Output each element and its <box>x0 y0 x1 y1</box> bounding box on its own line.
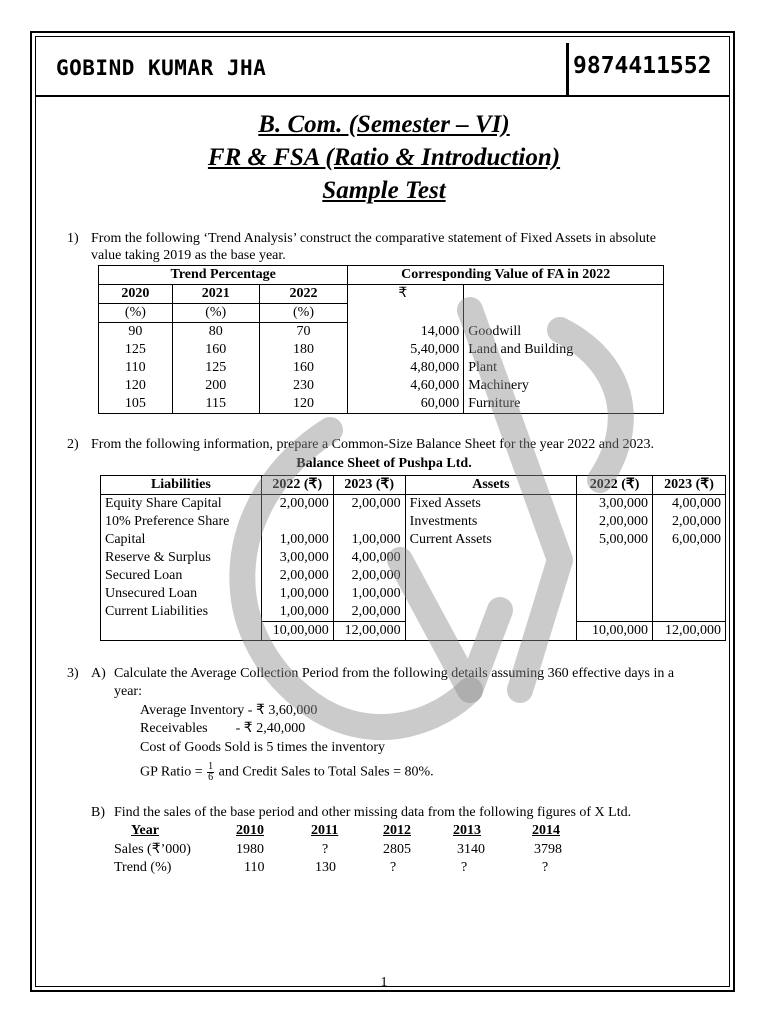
cell: 3,00,000 <box>577 495 653 514</box>
table-row <box>99 395 664 414</box>
trend-value: 110 <box>244 860 265 875</box>
cell: 125 <box>172 359 259 377</box>
cell <box>577 603 653 622</box>
cell <box>101 622 262 641</box>
table-row <box>101 585 726 603</box>
receivables: Receivables - ₹ 2,40,000 <box>140 721 306 736</box>
cell <box>405 567 576 585</box>
cell: 2,00,000 <box>261 495 333 514</box>
cell: 120 <box>259 395 348 414</box>
fraction-numerator: 1 <box>208 761 214 772</box>
cell: 200 <box>172 377 259 395</box>
cell: 4,00,000 <box>653 495 726 514</box>
trend-value: ? <box>461 860 468 875</box>
totals-row <box>101 622 726 641</box>
title-subject: FR & FSA (Ratio & Introduction) <box>207 144 561 171</box>
cell: Current Liabilities <box>101 603 262 622</box>
cell: 14,000 <box>348 323 464 342</box>
cell <box>405 585 576 603</box>
q3b-text: Find the sales of the base period and other missing data from the following figures of X Ltd. <box>114 805 632 820</box>
cell: 4,60,000 <box>348 377 464 395</box>
header-separator <box>566 43 569 95</box>
table-row <box>99 323 664 342</box>
cell: 105 <box>99 395 173 414</box>
cell: Secured Loan <box>101 567 262 585</box>
table-row <box>99 377 664 395</box>
col-header: Assets <box>405 476 576 495</box>
cell: Current Assets <box>405 531 576 549</box>
cell: 230 <box>259 377 348 395</box>
trend-value: ? <box>542 860 549 875</box>
page-header <box>36 40 729 97</box>
trend-label: Trend (%) <box>114 860 172 875</box>
trend-head-right: Corresponding Value of FA in 2022 <box>348 266 664 285</box>
cell: 1,00,000 <box>333 585 405 603</box>
total-cell: 12,00,000 <box>333 622 405 641</box>
q3-number: 3) <box>67 666 79 681</box>
cell: 60,000 <box>348 395 464 414</box>
col-header: 2023 (₹) <box>653 476 726 495</box>
cell: 6,00,000 <box>653 531 726 549</box>
q3b-label: B) <box>91 805 105 820</box>
year-col: 2014 <box>532 823 560 838</box>
balance-sheet-table <box>100 475 726 641</box>
cell: 180 <box>259 341 348 359</box>
q1-number: 1) <box>67 231 79 246</box>
q3a-label: A) <box>91 666 106 681</box>
cell: Reserve & Surplus <box>101 549 262 567</box>
cell <box>405 549 576 567</box>
cell: 10% Preference Share <box>101 513 262 531</box>
cell: 2,00,000 <box>653 513 726 531</box>
cell: 4,80,000 <box>348 359 464 377</box>
year-col: 2010 <box>236 823 264 838</box>
trend-value: 130 <box>315 860 336 875</box>
q3a-text-line2: year: <box>114 684 142 699</box>
cell <box>405 622 576 641</box>
cell <box>577 585 653 603</box>
cell: 90 <box>99 323 173 342</box>
cell: 1,00,000 <box>333 531 405 549</box>
table-row <box>101 531 726 549</box>
table-row <box>101 549 726 567</box>
col-header: 2022 (₹) <box>261 476 333 495</box>
cell: 5,40,000 <box>348 341 464 359</box>
sales-label: Sales (₹’000) <box>114 842 191 857</box>
cell: Furniture <box>464 395 664 414</box>
table-row <box>101 513 726 531</box>
total-cell: 10,00,000 <box>261 622 333 641</box>
cell: 2,00,000 <box>333 495 405 514</box>
fraction <box>207 762 214 783</box>
cell: 80 <box>172 323 259 342</box>
cell: 2,00,000 <box>577 513 653 531</box>
cell <box>577 549 653 567</box>
cell <box>577 567 653 585</box>
cell: 120 <box>99 377 173 395</box>
sales-value: ? <box>322 842 329 857</box>
cell: 125 <box>99 341 173 359</box>
year-col: 2011 <box>311 823 339 838</box>
cell: 2,00,000 <box>333 567 405 585</box>
total-cell: 10,00,000 <box>577 622 653 641</box>
cell: 1,00,000 <box>261 531 333 549</box>
cell: Plant <box>464 359 664 377</box>
gp-ratio-line <box>140 762 434 783</box>
q1-text-line2: value taking 2019 as the base year. <box>91 248 286 263</box>
cell: 2,00,000 <box>261 567 333 585</box>
year-col: 2012 <box>383 823 411 838</box>
cell: 115 <box>172 395 259 414</box>
table-row <box>101 603 726 622</box>
trend-year: 2022 <box>259 285 348 304</box>
cell: 160 <box>172 341 259 359</box>
sales-value: 3140 <box>457 842 485 857</box>
year-label: Year <box>131 823 159 838</box>
cell: 70 <box>259 323 348 342</box>
q3a-text-line1: Calculate the Average Collection Period from the following details assuming 360 effective days in a <box>114 666 675 681</box>
cell: 160 <box>259 359 348 377</box>
gp-ratio-rest: and Credit Sales to Total Sales = 80%. <box>218 764 434 780</box>
sales-value: 3798 <box>534 842 562 857</box>
table-row <box>101 495 726 514</box>
trend-pct: (%) <box>259 304 348 323</box>
cell: Land and Building <box>464 341 664 359</box>
trend-year: 2020 <box>99 285 173 304</box>
cell <box>333 513 405 531</box>
trend-pct: (%) <box>99 304 173 323</box>
gp-ratio-label: GP Ratio = <box>140 764 203 780</box>
trend-head-left: Trend Percentage <box>99 266 348 285</box>
q2-number: 2) <box>67 437 79 452</box>
q1-text-line1: From the following ‘Trend Analysis’ construct the comparative statement of Fixed Assets in absolute <box>91 231 656 246</box>
fraction-denominator: 6 <box>208 772 214 783</box>
q2-text: From the following information, prepare a Common-Size Balance Sheet for the year 2022 and 2023. <box>91 437 654 452</box>
cell <box>653 585 726 603</box>
table-row <box>99 359 664 377</box>
cell: Goodwill <box>464 323 664 342</box>
cell: 4,00,000 <box>333 549 405 567</box>
col-header: 2023 (₹) <box>333 476 405 495</box>
cell <box>653 549 726 567</box>
cogs-text: Cost of Goods Sold is 5 times the inventory <box>140 740 385 755</box>
table-row <box>99 341 664 359</box>
author-name: GOBIND KUMAR JHA <box>56 56 267 80</box>
trend-table <box>98 265 664 414</box>
year-col: 2013 <box>453 823 481 838</box>
cell <box>261 513 333 531</box>
trend-value: ? <box>390 860 397 875</box>
col-header: 2022 (₹) <box>577 476 653 495</box>
page-number: 1 <box>380 975 388 990</box>
cell: Equity Share Capital <box>101 495 262 514</box>
cell: Unsecured Loan <box>101 585 262 603</box>
cell <box>653 603 726 622</box>
phone-number: 9874411552 <box>573 53 712 79</box>
table-row <box>101 567 726 585</box>
cell <box>405 603 576 622</box>
total-cell: 12,00,000 <box>653 622 726 641</box>
cell: Investments <box>405 513 576 531</box>
sales-value: 1980 <box>236 842 264 857</box>
cell: 5,00,000 <box>577 531 653 549</box>
cell: Capital <box>101 531 262 549</box>
title-course: B. Com. (Semester – VI) <box>258 111 510 138</box>
cell: 1,00,000 <box>261 585 333 603</box>
trend-year: 2021 <box>172 285 259 304</box>
cell: Fixed Assets <box>405 495 576 514</box>
sales-value: 2805 <box>383 842 411 857</box>
rupee-symbol: ₹ <box>348 285 464 304</box>
trend-pct: (%) <box>172 304 259 323</box>
cell: 3,00,000 <box>261 549 333 567</box>
col-header: Liabilities <box>101 476 262 495</box>
avg-inventory: Average Inventory - ₹ 3,60,000 <box>140 703 318 718</box>
cell: 110 <box>99 359 173 377</box>
cell: Machinery <box>464 377 664 395</box>
balance-sheet-caption: Balance Sheet of Pushpa Ltd. <box>296 456 472 471</box>
cell: 2,00,000 <box>333 603 405 622</box>
title-test: Sample Test <box>322 177 446 204</box>
cell: 1,00,000 <box>261 603 333 622</box>
cell <box>653 567 726 585</box>
